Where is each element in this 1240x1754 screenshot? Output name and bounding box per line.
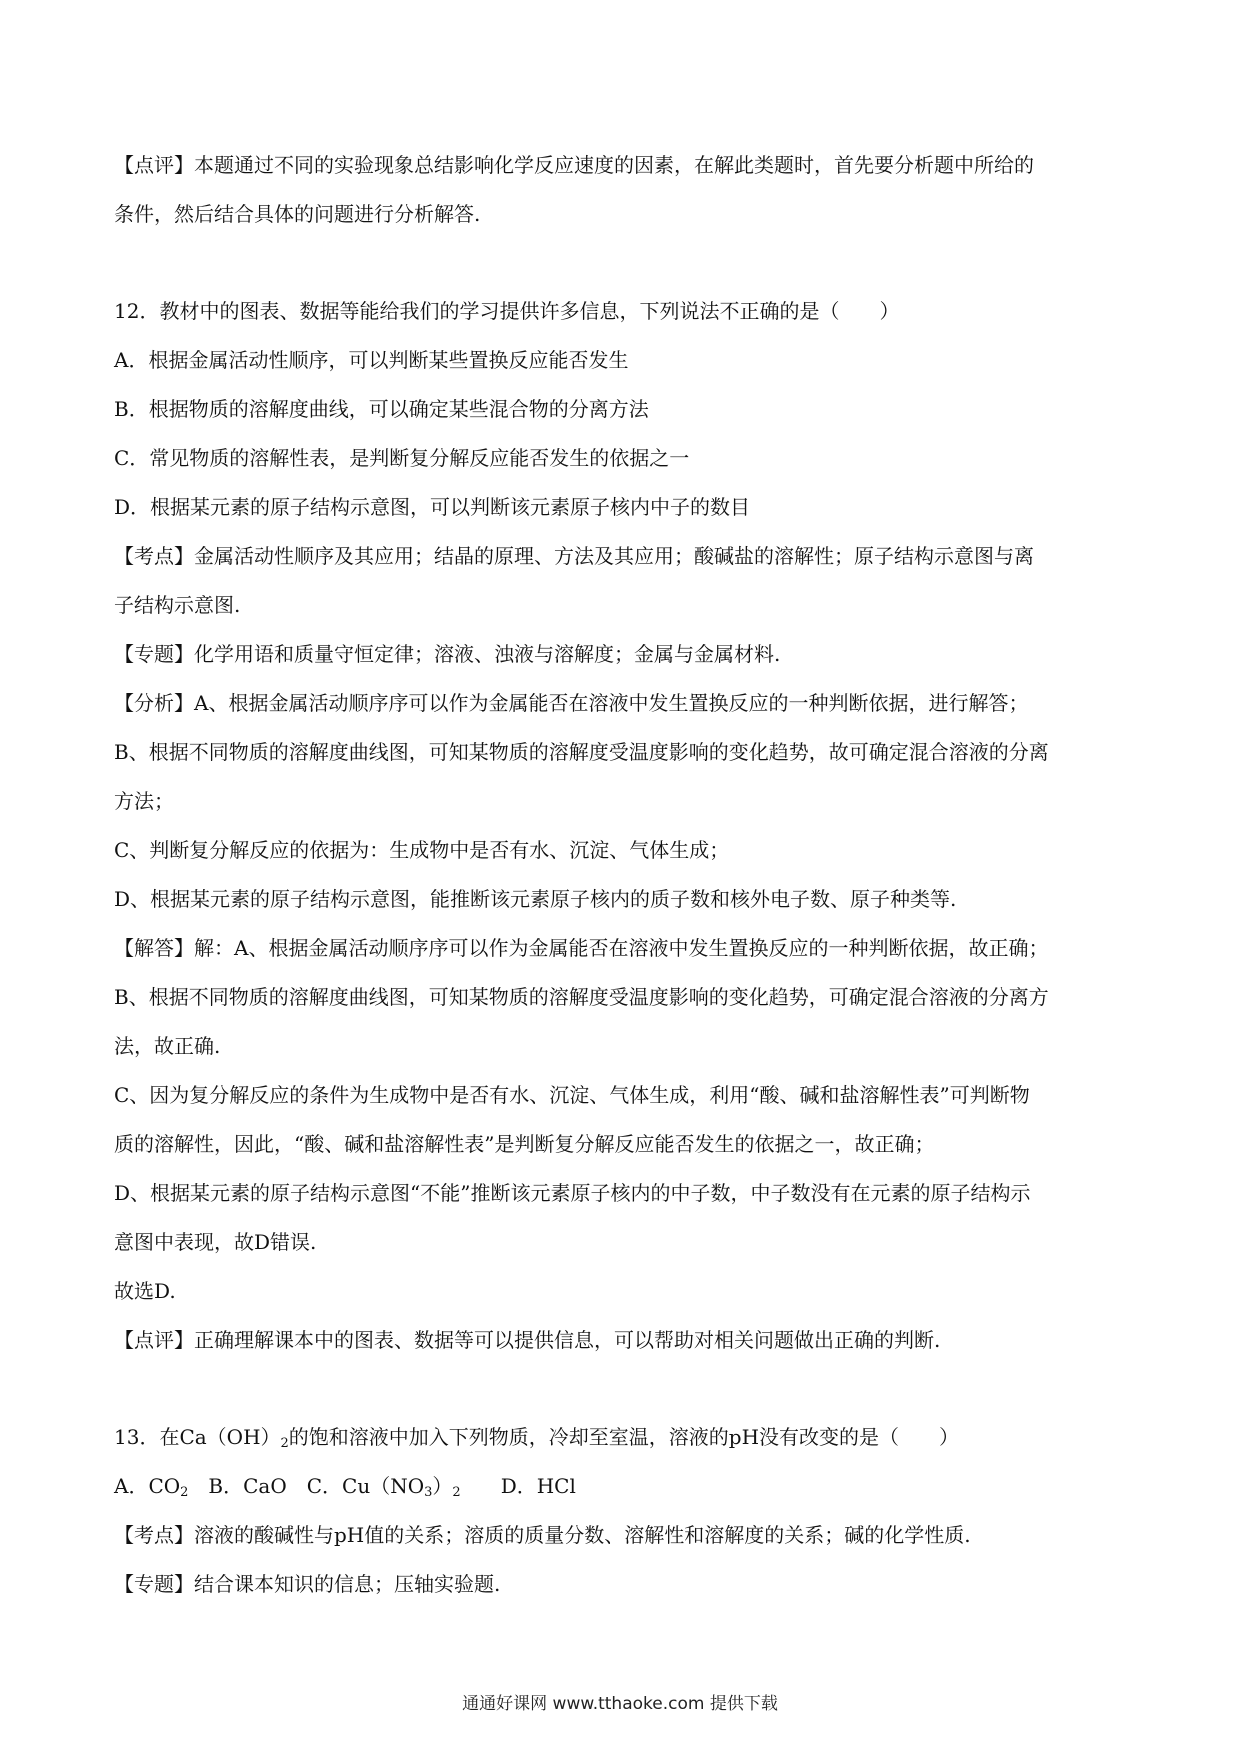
q12-jieda-line-8: 故选D.: [114, 1279, 176, 1303]
q12-jieda-line-1: 【解答】解：A、根据金属活动顺序序可以作为金属能否在溶液中发生置换反应的一种判断依据，故正确；: [114, 936, 1049, 960]
q13-option-c-paren: ）: [432, 1474, 453, 1498]
q13-option-c-subscript-1: 3: [424, 1485, 433, 1500]
q12-option-d: D．根据某元素的原子结构示意图，可以判断该元素原子核内中子的数目: [114, 495, 751, 519]
q13-option-a-subscript: 2: [180, 1485, 189, 1500]
q12-fenxi-line-1: 【分析】A、根据金属活动顺序序可以作为金属能否在溶液中发生置换反应的一种判断依据，进行解答；: [114, 691, 1029, 715]
q12-kaodian-line-2: 子结构示意图.: [114, 593, 241, 617]
q13-stem-subscript: 2: [280, 1436, 289, 1451]
q12-kaodian-line-1: 【考点】金属活动性顺序及其应用；结晶的原理、方法及其应用；酸碱盐的溶解性；原子结构示意图与离: [114, 544, 1034, 568]
q12-jieda-line-5: 质的溶解性，因此，“酸、碱和盐溶解性表”是判断复分解反应能否发生的依据之一，故正确；: [114, 1132, 935, 1156]
prev-comment-line-1: 【点评】本题通过不同的实验现象总结影响化学反应速度的因素，在解此类题时，首先要分析题中所给的: [114, 153, 1034, 177]
q13-zhuanti: 【专题】结合课本知识的信息；压轴实验题.: [114, 1572, 501, 1596]
page-footer: 通通好课网 www.tthaoke.com 提供下载: [462, 1694, 778, 1714]
q12-jieda-line-7: 意图中表现，故D错误.: [114, 1230, 317, 1254]
q13-option-b-c: B．CaO C．Cu（NO: [188, 1474, 425, 1498]
section-gap: [114, 246, 1134, 294]
prev-comment-line-2: 条件，然后结合具体的问题进行分析解答.: [114, 202, 481, 226]
q12-stem: 12．教材中的图表、数据等能给我们的学习提供许多信息，下列说法不正确的是（ ）: [114, 299, 900, 323]
q13-option-d: D．HCl: [460, 1474, 576, 1498]
q13-option-a: A．CO: [114, 1474, 181, 1498]
q12-option-b: B．根据物质的溶解度曲线，可以确定某些混合物的分离方法: [114, 397, 649, 421]
q13-options: [114, 1469, 1134, 1503]
q12-fenxi-line-5: D、根据某元素的原子结构示意图，能推断该元素原子核内的质子数和核外电子数、原子种类等.: [114, 887, 957, 911]
page-content: [114, 148, 1134, 1616]
q12-jieda-line-6: D、根据某元素的原子结构示意图“不能”推断该元素原子核内的中子数，中子数没有在元素的原子结构示: [114, 1181, 1031, 1205]
q12-option-a: A．根据金属活动性顺序，可以判断某些置换反应能否发生: [114, 348, 629, 372]
section-gap: [114, 1372, 1134, 1420]
q12-jieda-line-2: B、根据不同物质的溶解度曲线图，可知某物质的溶解度受温度影响的变化趋势，可确定混合溶液的分离方: [114, 985, 1049, 1009]
q12-jieda-line-3: 法，故正确.: [114, 1034, 221, 1058]
q12-option-c: C．常见物质的溶解性表，是判断复分解反应能否发生的依据之一: [114, 446, 690, 470]
q13-stem-suffix: 的饱和溶液中加入下列物质，冷却至室温，溶液的pH没有改变的是（ ）: [288, 1425, 960, 1449]
q12-zhuanti: 【专题】化学用语和质量守恒定律；溶液、浊液与溶解度；金属与金属材料.: [114, 642, 781, 666]
q13-stem: [114, 1420, 1134, 1454]
q13-option-c-subscript-2: 2: [452, 1485, 461, 1500]
q13-kaodian: 【考点】溶液的酸碱性与pH值的关系；溶质的质量分数、溶解性和溶解度的关系；碱的化学性质.: [114, 1523, 971, 1547]
q12-jieda-line-4: C、因为复分解反应的条件为生成物中是否有水、沉淀、气体生成，利用“酸、碱和盐溶解性表”可判断物: [114, 1083, 1030, 1107]
q13-stem-prefix: 13．在Ca（OH）: [114, 1425, 281, 1449]
q12-fenxi-line-3: 方法；: [114, 789, 174, 813]
q12-fenxi-line-4: C、判断复分解反应的依据为：生成物中是否有水、沉淀、气体生成；: [114, 838, 730, 862]
q12-dianping: 【点评】正确理解课本中的图表、数据等可以提供信息，可以帮助对相关问题做出正确的判断.: [114, 1328, 941, 1352]
q12-fenxi-line-2: B、根据不同物质的溶解度曲线图，可知某物质的溶解度受温度影响的变化趋势，故可确定混合溶液的分离: [114, 740, 1049, 764]
